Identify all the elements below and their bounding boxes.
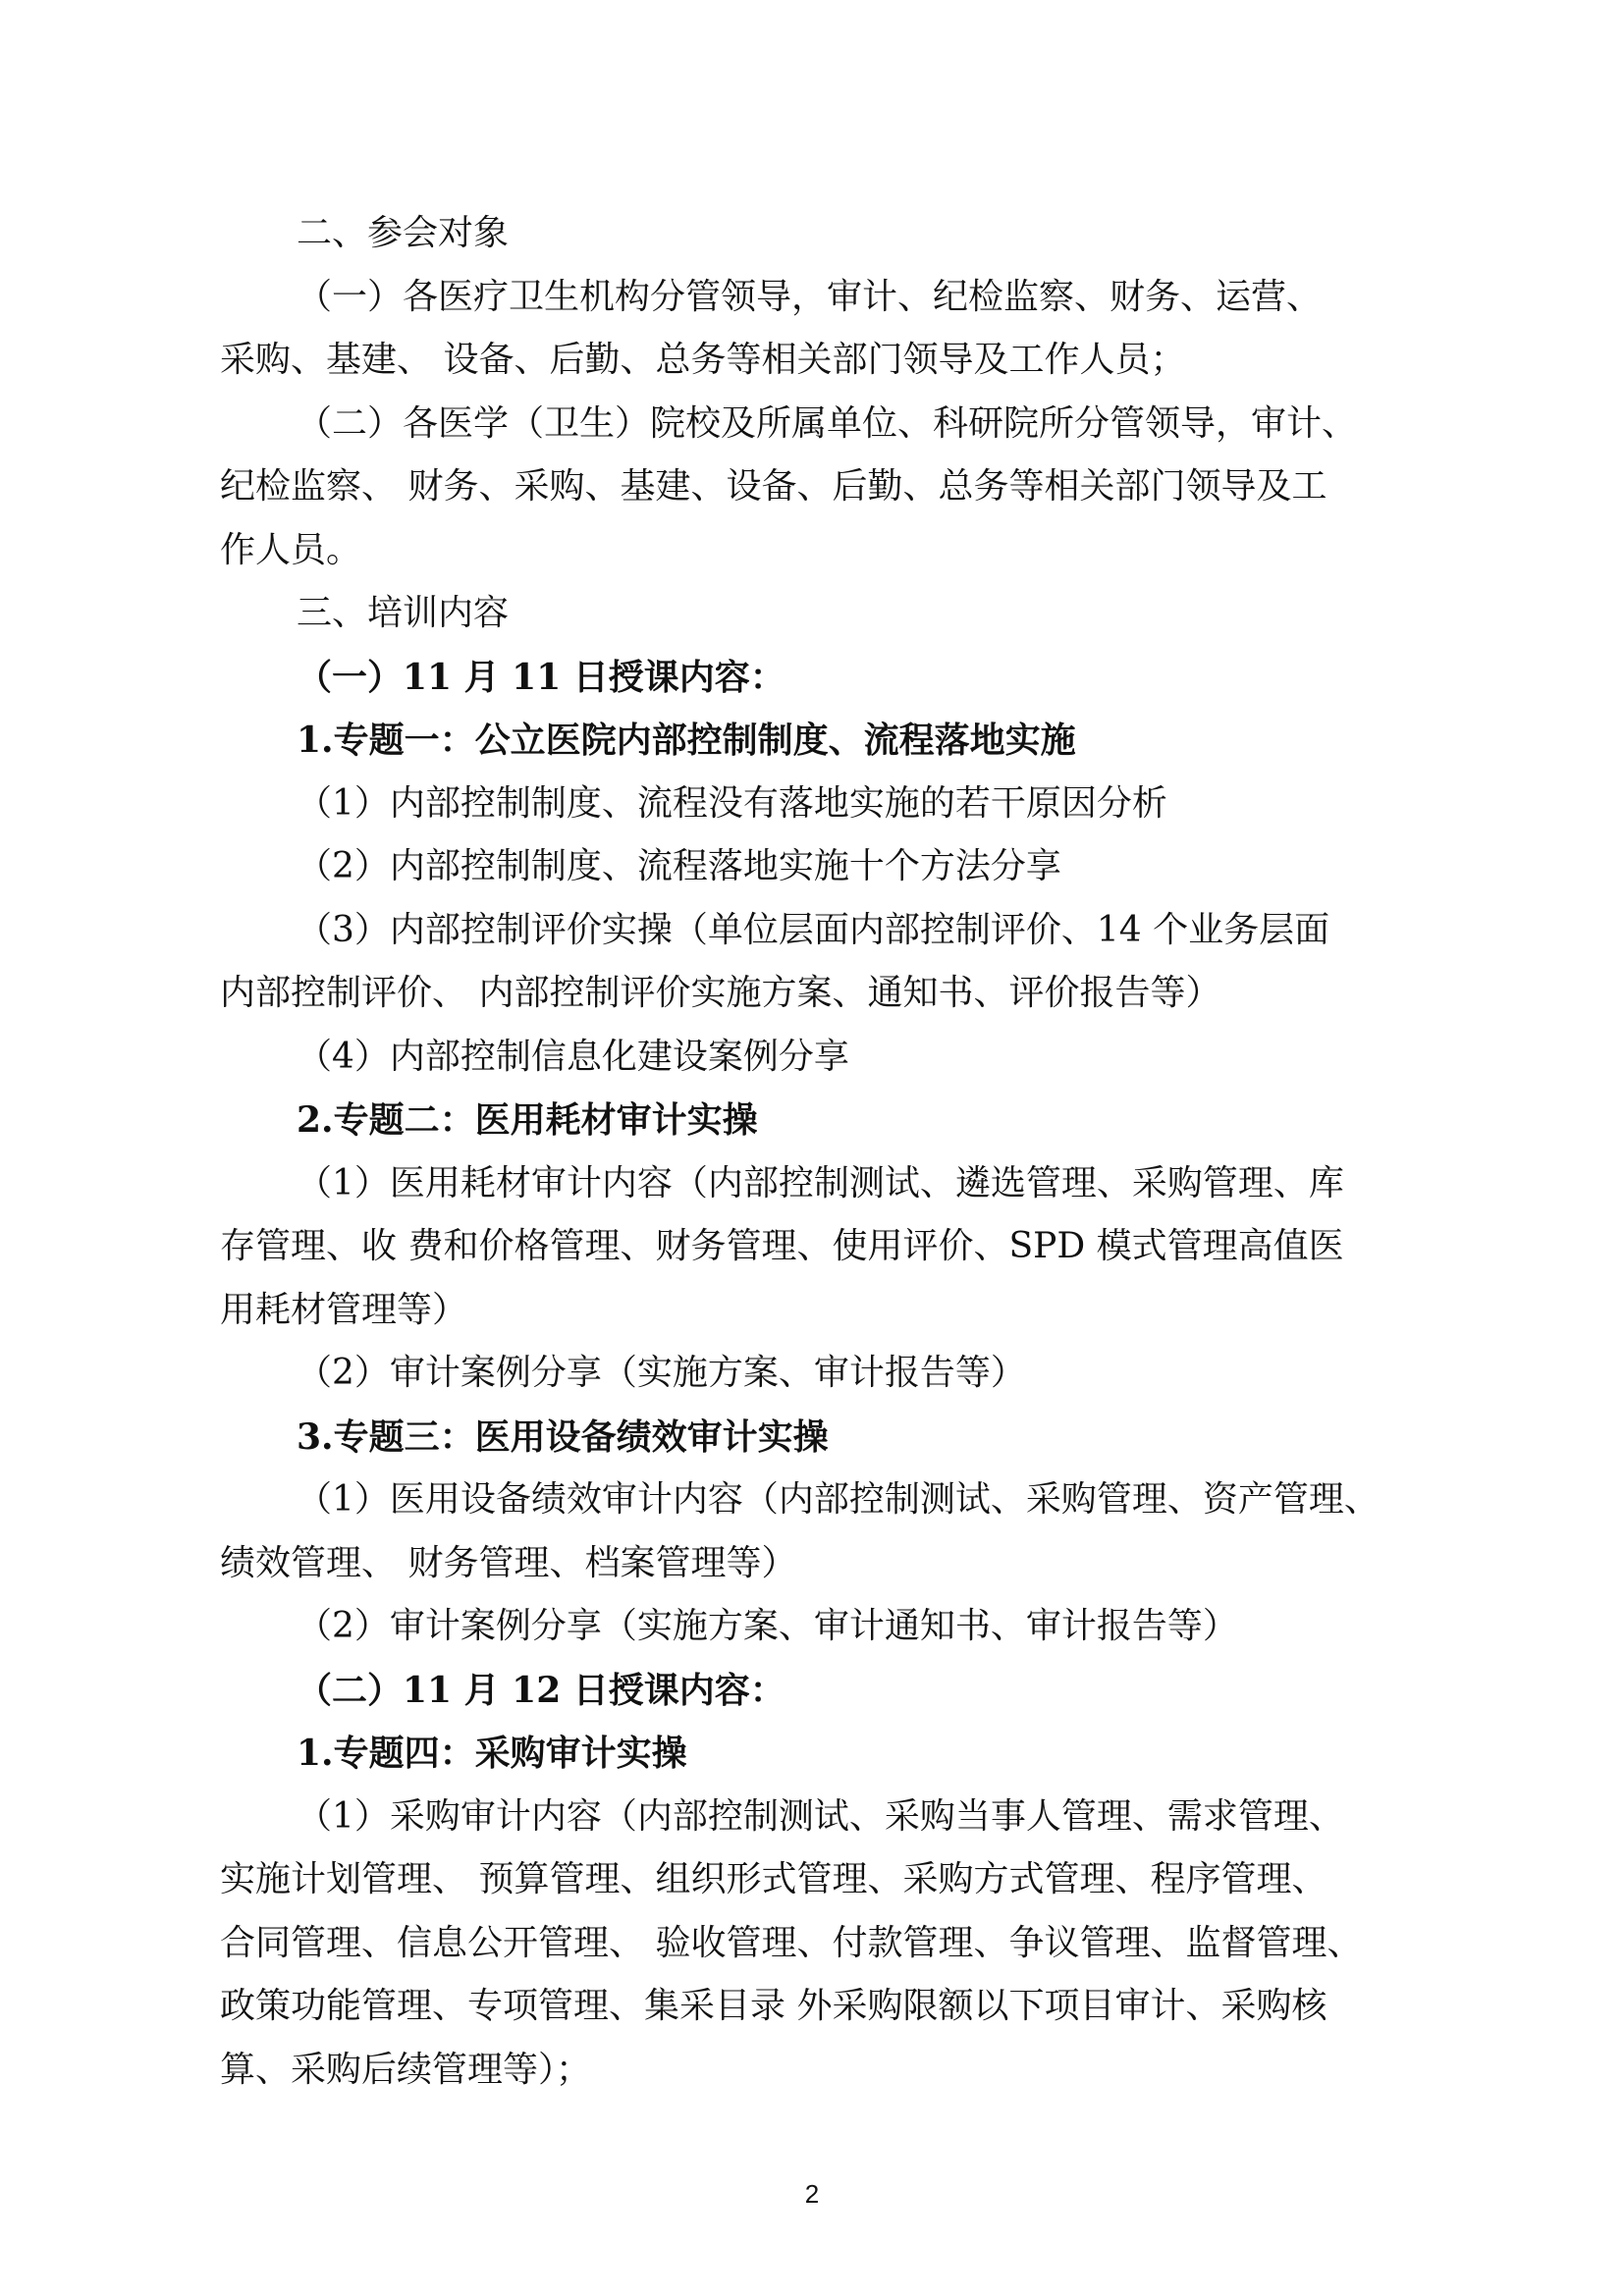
topic-heading-3: 3.专题三：医用设备绩效审计实操 xyxy=(297,1415,829,1458)
list-item-continued: 内部控制评价、 内部控制评价实施方案、通知书、评价报告等） xyxy=(220,973,1221,1013)
page-number: 2 xyxy=(804,2179,820,2209)
list-item: （2）审计案例分享（实施方案、审计通知书、审计报告等） xyxy=(297,1606,1238,1646)
list-item-continued: 绩效管理、 财务管理、档案管理等） xyxy=(220,1542,797,1583)
list-item-continued: 用耗材管理等） xyxy=(220,1289,468,1330)
subheading-nov-12: （二）11 月 12 日授课内容： xyxy=(297,1669,785,1711)
topic-heading-4: 1.专题四：采购审计实操 xyxy=(297,1733,687,1774)
list-item: （3）内部控制评价实操（单位层面内部控制评价、14 个业务层面 xyxy=(297,909,1330,950)
document-body xyxy=(220,202,1418,2102)
list-item-continued: 算、采购后续管理等）； xyxy=(220,2049,592,2090)
subheading-nov-11: （一）11 月 11 日授课内容： xyxy=(297,656,785,698)
list-item-continued: 合同管理、信息公开管理、 验收管理、付款管理、争议管理、监督管理、 xyxy=(220,1922,1363,1963)
list-item: （2）审计案例分享（实施方案、审计报告等） xyxy=(297,1353,1026,1393)
paragraph-line: （二）各医学（卫生）院校及所属单位、科研院所分管领导，审计、 xyxy=(297,402,1358,444)
topic-heading-1: 1.专题一：公立医院内部控制制度、流程落地实施 xyxy=(297,720,1076,761)
list-item: （1）医用耗材审计内容（内部控制测试、遴选管理、采购管理、库 xyxy=(297,1162,1344,1203)
list-item-continued: 实施计划管理、 预算管理、组织形式管理、采购方式管理、程序管理、 xyxy=(220,1859,1327,1899)
paragraph-line: 纪检监察、 财务、采购、基建、设备、后勤、总务等相关部门领导及工 xyxy=(220,466,1327,507)
section-heading-training-content: 三、培训内容 xyxy=(297,593,510,633)
section-heading-attendees: 二、参会对象 xyxy=(297,213,510,253)
list-item: （2）内部控制制度、流程落地实施十个方法分享 xyxy=(297,846,1061,886)
paragraph-line: 采购、基建、 设备、后勤、总务等相关部门领导及工作人员； xyxy=(220,340,1186,380)
list-item-continued: 政策功能管理、专项管理、集采目录 外采购限额以下项目审计、采购核 xyxy=(220,1986,1327,2026)
list-item: （1）采购审计内容（内部控制测试、采购当事人管理、需求管理、 xyxy=(297,1795,1344,1837)
list-item: （1）内部控制制度、流程没有落地实施的若干原因分析 xyxy=(297,782,1167,824)
list-item: （4）内部控制信息化建设案例分享 xyxy=(297,1036,849,1077)
topic-heading-2: 2.专题二：医用耗材审计实操 xyxy=(297,1099,758,1141)
paragraph-line: 作人员。 xyxy=(220,529,362,570)
paragraph-line: （一）各医疗卫生机构分管领导，审计、纪检监察、财务、运营、 xyxy=(297,276,1323,317)
list-item: （1）医用设备绩效审计内容（内部控制测试、采购管理、资产管理、 xyxy=(297,1479,1380,1520)
list-item-continued: 存管理、收 费和价格管理、财务管理、使用评价、SPD 模式管理高值医 xyxy=(220,1226,1344,1266)
